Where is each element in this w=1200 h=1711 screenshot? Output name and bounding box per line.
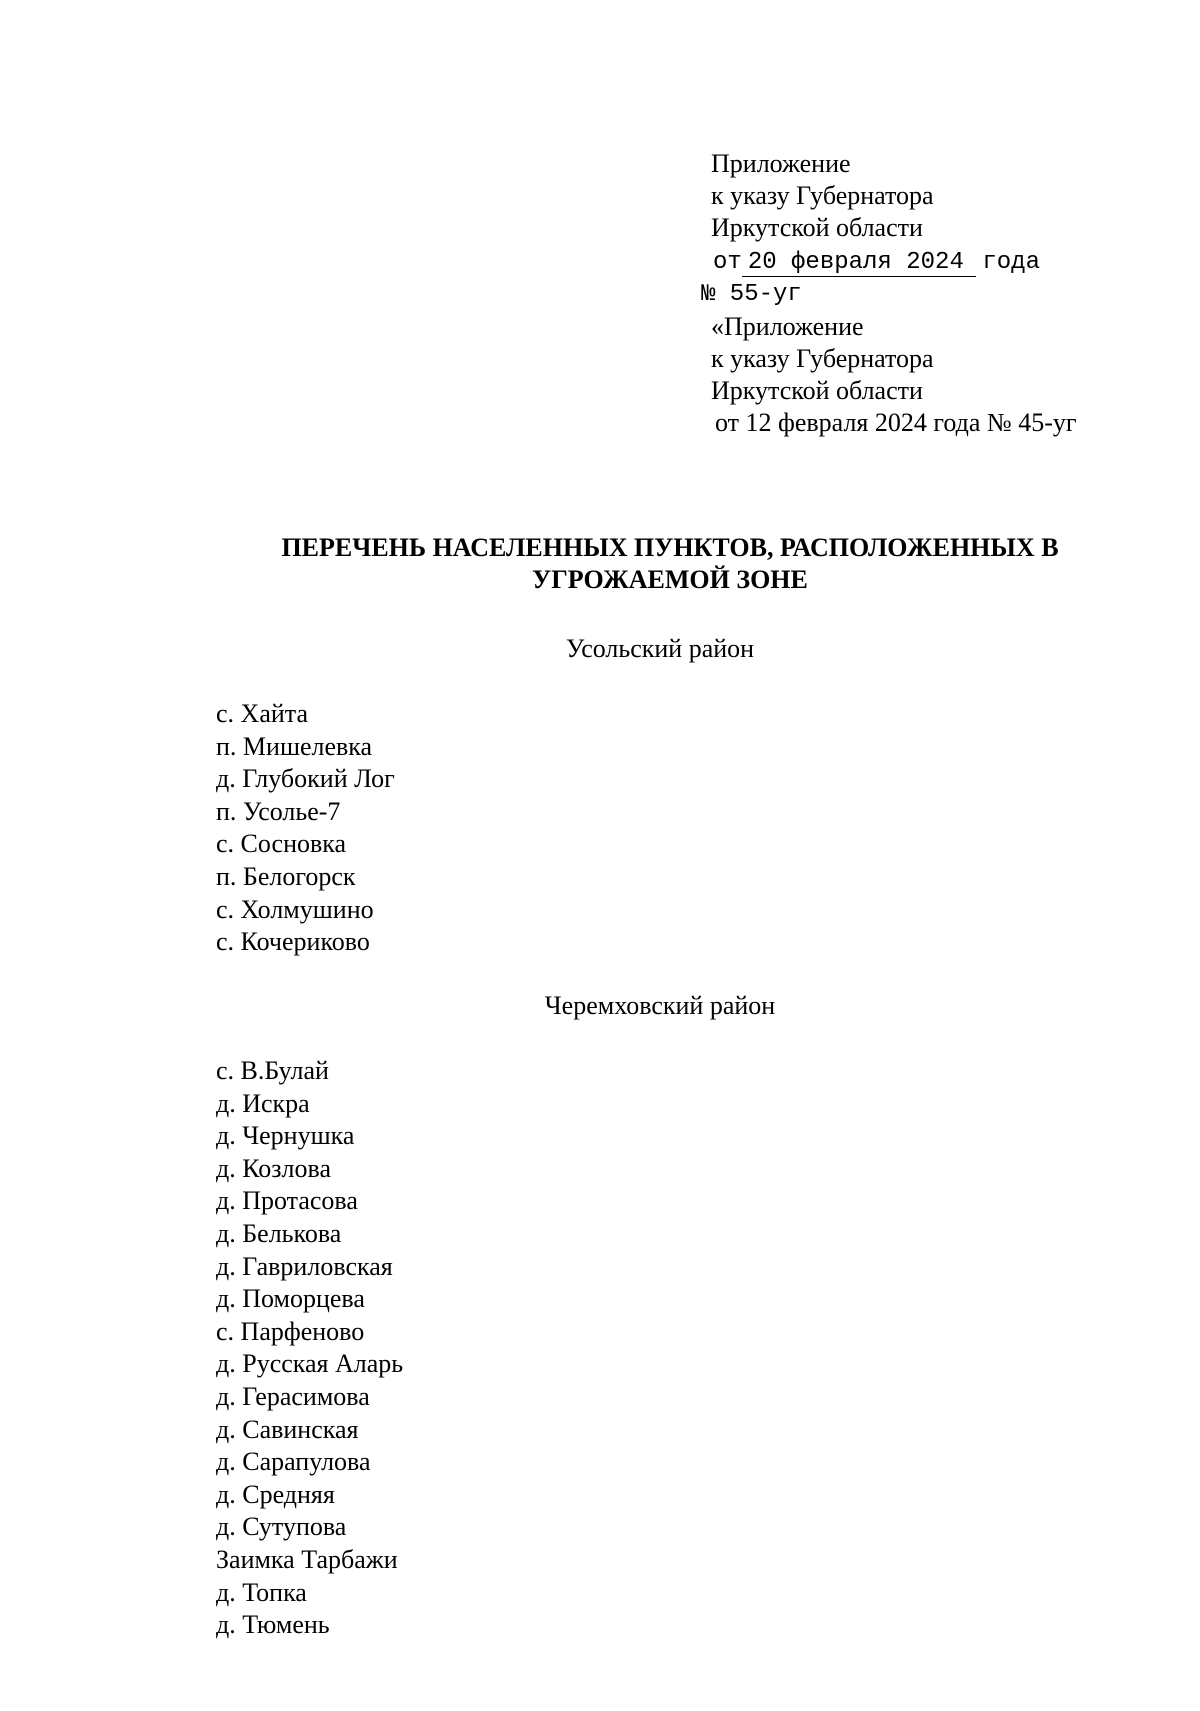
settlement-item: д. Средняя <box>216 1479 335 1509</box>
settlement-item: п. Белогорск <box>216 861 356 891</box>
settlement-item: д. Поморцева <box>216 1284 365 1314</box>
settlement-item: с. Парфеново <box>216 1316 365 1346</box>
settlement-item: д. Савинская <box>216 1414 359 1444</box>
previous-appendix-label: «Приложение <box>711 312 864 341</box>
settlement-list-usolsky <box>216 698 395 959</box>
settlement-item: д. Чернушка <box>216 1121 355 1151</box>
decree-number: № 55-уг <box>701 281 802 308</box>
settlement-item: д. Сарапулова <box>216 1447 371 1477</box>
settlement-item: д. Топка <box>216 1577 307 1607</box>
previous-region-name: Иркутской области <box>711 376 923 405</box>
title-line-2: УГРОЖАЕМОЙ ЗОНЕ <box>532 565 808 594</box>
settlement-item: п. Усолье-7 <box>216 796 341 826</box>
settlement-item: д. Гавриловская <box>216 1251 393 1281</box>
settlement-item: д. Тюмень <box>216 1610 330 1640</box>
decree-appendix-header <box>701 148 1171 439</box>
settlement-item: с. В.Булай <box>216 1056 329 1085</box>
appendix-label: Приложение <box>711 149 851 178</box>
previous-decree-reference: к указу Губернатора <box>711 344 934 373</box>
date-prefix: от <box>713 249 742 276</box>
date-suffix: года <box>982 249 1040 276</box>
settlement-item: д. Сутупова <box>216 1512 347 1542</box>
settlement-item: д. Протасова <box>216 1186 358 1216</box>
settlement-item: д. Белькова <box>216 1218 342 1248</box>
settlement-list-cheremkhovsky <box>216 1055 403 1642</box>
document-title <box>200 532 1140 596</box>
settlement-item: д. Искра <box>216 1088 310 1118</box>
decree-reference: к указу Губернатора <box>711 181 934 210</box>
settlement-item: д. Русская Аларь <box>216 1349 404 1379</box>
previous-decree-date: от 12 февраля 2024 года № 45-уг <box>715 408 1077 437</box>
settlement-item: с. Холмушино <box>216 894 374 924</box>
settlement-item: с. Сосновка <box>216 829 347 859</box>
settlement-item: д. Козлова <box>216 1153 331 1183</box>
decree-date-line <box>711 244 1171 279</box>
region-name: Иркутской области <box>711 213 923 242</box>
settlement-item: п. Мишелевка <box>216 731 373 761</box>
settlement-item: Заимка Тарбажи <box>216 1544 398 1574</box>
settlement-item: с. Хайта <box>216 699 308 728</box>
decree-date: 20 февраля 2024 <box>742 250 976 277</box>
settlement-item: д. Глубокий Лог <box>216 764 395 794</box>
title-line-1: ПЕРЕЧЕНЬ НАСЕЛЕННЫХ ПУНКТОВ, РАСПОЛОЖЕННЫХ В <box>281 533 1059 562</box>
settlement-item: с. Кочериково <box>216 927 370 957</box>
settlement-item: д. Герасимова <box>216 1381 370 1411</box>
district-heading-usolsky: Усольский район <box>565 634 755 663</box>
district-heading-cheremkhovsky: Черемховский район <box>544 991 776 1020</box>
